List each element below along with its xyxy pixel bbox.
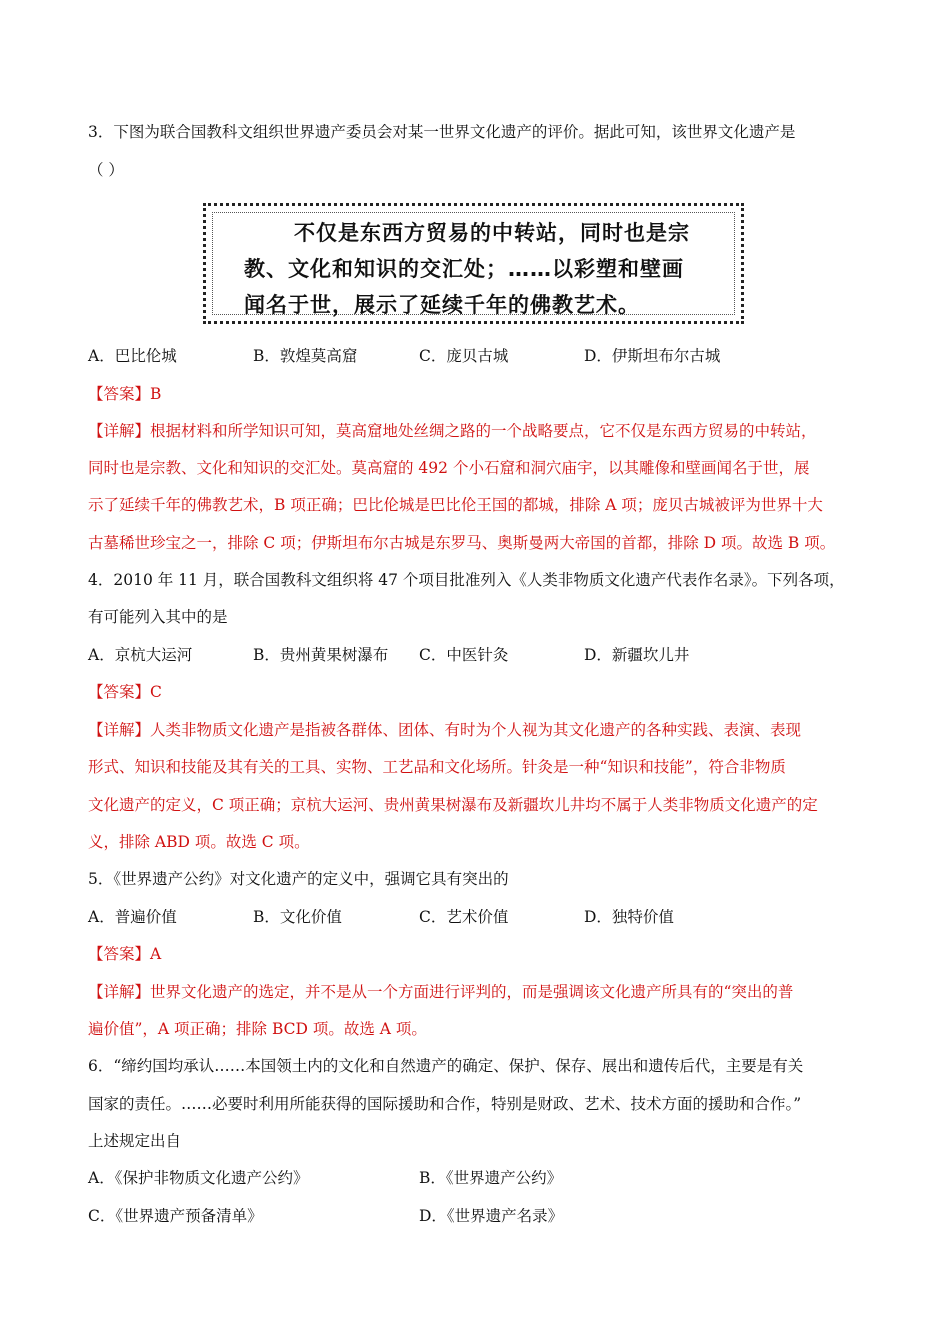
q3-option-b: B．敦煌莫高窟 <box>253 347 358 365</box>
q3-detail-line-1: 【详解】根据材料和所学知识可知，莫高窟地处丝绸之路的一个战略要点，它不仅是东西方贸易的中转站， <box>88 422 817 440</box>
q6-option-c: C．《世界遗产预备清单》 <box>88 1207 263 1225</box>
q3-detail-line-3: 示了延续千年的佛教艺术，B 项正确；巴比伦城是巴比伦王国的都城，排除 A 项；庞贝古城被评为世界十大 <box>88 496 823 514</box>
q5-option-a: A．普遍价值 <box>88 908 177 926</box>
q6-stem-line-1: 6．“缔约国均承认……本国领土内的文化和自然遗产的确定、保护、保存、展出和遗传后代，主要是有关 <box>88 1057 804 1075</box>
quote-line-1: 不仅是东西方贸易的中转站，同时也是宗 <box>294 221 690 245</box>
q6-option-d: D．《世界遗产名录》 <box>419 1207 564 1225</box>
q6-option-b: B．《世界遗产公约》 <box>419 1169 563 1187</box>
q4-option-c: C．中医针灸 <box>419 646 509 664</box>
q4-option-b: B．贵州黄果树瀑布 <box>253 646 389 664</box>
q4-answer: 【答案】C <box>88 683 162 701</box>
q5-option-c: C．艺术价值 <box>419 908 509 926</box>
q4-stem-line-1: 4．2010 年 11 月，联合国教科文组织将 47 个项目批准列入《人类非物质文化遗产代表作名录》。下列各项， <box>88 571 845 589</box>
q5-answer: 【答案】A <box>88 945 162 963</box>
q6-stem-line-3: 上述规定出自 <box>88 1132 182 1150</box>
q3-stem-line-2: （ ） <box>88 161 124 179</box>
quote-line-2: 教、文化和知识的交汇处；……以彩塑和壁画 <box>244 257 684 281</box>
q4-detail-line-2: 形式、知识和技能及其有关的工具、实物、工艺品和文化场所。针灸是一种“知识和技能”，符合非物质 <box>88 758 786 776</box>
quote-line-3: 闻名于世，展示了延续千年的佛教艺术。 <box>244 293 640 317</box>
q3-stem-line-1: 3．下图为联合国教科文组织世界遗产委员会对某一世界文化遗产的评价。据此可知，该世界文化遗产是 <box>88 123 796 141</box>
q5-detail-line-1: 【详解】世界文化遗产的选定，并不是从一个方面进行评判的，而是强调该文化遗产所具有的“突出的普 <box>88 983 794 1001</box>
q4-detail-line-3: 文化遗产的定义，C 项正确；京杭大运河、贵州黄果树瀑布及新疆坎儿井均不属于人类非物质文化遗产的定 <box>88 796 818 814</box>
q6-stem-line-2: 国家的责任。……必要时利用所能获得的国际援助和合作，特别是财政、艺术、技术方面的援助和合作。” <box>88 1095 802 1113</box>
q4-stem-line-2: 有可能列入其中的是 <box>88 608 228 626</box>
q3-detail-line-2: 同时也是宗教、文化和知识的交汇处。莫高窟的 492 个小石窟和洞穴庙宇，以其雕像和壁画闻名于世，展 <box>88 459 810 477</box>
q5-stem-line-1: 5．《世界遗产公约》对文化遗产的定义中，强调它具有突出的 <box>88 870 509 888</box>
q4-option-a: A．京杭大运河 <box>88 646 193 664</box>
q5-option-b: B．文化价值 <box>253 908 342 926</box>
q3-option-d: D．伊斯坦布尔古城 <box>584 347 721 365</box>
q3-option-c: C．庞贝古城 <box>419 347 509 365</box>
quote-image-frame <box>203 203 744 324</box>
q4-detail-line-1: 【详解】人类非物质文化遗产是指被各群体、团体、有时为个人视为其文化遗产的各种实践、表演、表现 <box>88 721 802 739</box>
q5-option-d: D．独特价值 <box>584 908 674 926</box>
q3-option-a: A．巴比伦城 <box>88 347 177 365</box>
q4-option-d: D．新疆坎儿井 <box>584 646 690 664</box>
q4-detail-line-4: 义，排除 ABD 项。故选 C 项。 <box>88 833 310 851</box>
q6-option-a: A．《保护非物质文化遗产公约》 <box>88 1169 309 1187</box>
q3-detail-line-4: 古墓稀世珍宝之一，排除 C 项；伊斯坦布尔古城是东罗马、奥斯曼两大帝国的首都，排除 D 项。故选 B 项。 <box>88 534 836 552</box>
q5-detail-line-2: 遍价值”，A 项正确；排除 BCD 项。故选 A 项。 <box>88 1020 427 1038</box>
q3-answer: 【答案】B <box>88 385 162 403</box>
